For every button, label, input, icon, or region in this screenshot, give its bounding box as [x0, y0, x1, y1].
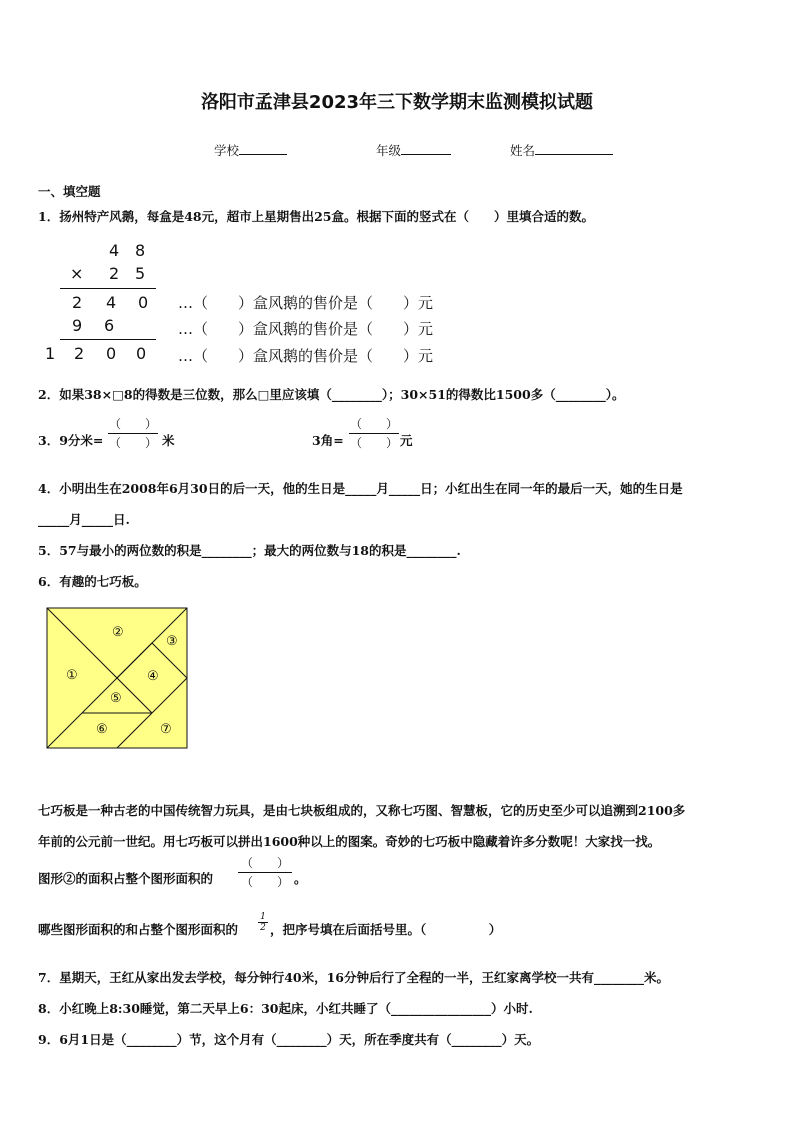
fraction-numerator: （ ） — [349, 417, 398, 431]
question-8: 8．小红晚上8:30睡觉，第二天早上6：30起床，小红共睡了（________________）小时. — [38, 1001, 533, 1016]
question-5: 5．57与最小的两位数的积是________；最大的两位数与18的积是________. — [38, 543, 461, 558]
fraction-blank[interactable] — [108, 417, 158, 450]
calc-note: …（ ）盒风鹅的售价是（ ）元 — [178, 320, 434, 338]
fraction-numerator: （ ） — [240, 856, 289, 870]
fraction-denominator: （ ） — [240, 875, 289, 889]
calc-digit: 2 — [74, 344, 85, 363]
school-blank[interactable] — [239, 141, 287, 155]
tangram-label-6: ⑥ — [96, 722, 108, 737]
fraction-bar — [238, 872, 292, 873]
name-blank[interactable] — [535, 141, 613, 155]
calc-digit: 0 — [106, 344, 117, 363]
question-3-left: 3．9分米= — [38, 433, 104, 448]
calc-digit: 2 — [109, 264, 120, 283]
grade-field — [376, 141, 451, 159]
intro-paragraph-line1: 七巧板是一种古老的中国传统智力玩具，是由七块板组成的，又称七巧图、智慧板，它的历史至少可以追溯到2100多 — [38, 803, 686, 818]
calc-digit: 1 — [45, 344, 56, 363]
calc-digit: 8 — [135, 241, 146, 260]
fraction-bar — [349, 433, 399, 434]
fraction-denominator: （ ） — [108, 436, 157, 450]
page-title: 洛阳市孟津县2023年三下数学期末监测模拟试题 — [200, 92, 594, 113]
grade-label: 年级 — [376, 143, 402, 158]
fraction-blank[interactable] — [349, 417, 399, 450]
fraction-denominator: 2 — [260, 923, 266, 933]
name-field — [510, 141, 613, 159]
question-1: 1．扬州特产风鹅，每盒是48元，超市上星期售出25盒。根据下面的竖式在（ ）里填合适的数。 — [38, 209, 594, 224]
name-label: 姓名 — [510, 143, 536, 158]
tangram-label-1: ① — [66, 668, 78, 683]
figure-2-suffix: 。 — [294, 871, 307, 886]
question-6: 6．有趣的七巧板。 — [38, 574, 147, 589]
calc-digit: 9 — [72, 316, 83, 335]
fraction-denominator: （ ） — [349, 436, 398, 450]
intro-paragraph-line2: 年前的公元前一世纪。用七巧板可以拼出1600种以上的图案。奇妙的七巧板中隐藏着许多分数呢！大家找一找。 — [38, 834, 661, 849]
section-heading: 一、填空题 — [38, 184, 101, 199]
tangram-label-3: ③ — [166, 634, 178, 649]
calc-line — [60, 339, 156, 340]
school-label: 学校 — [214, 143, 240, 158]
calc-note: …（ ）盒风鹅的售价是（ ）元 — [178, 347, 434, 365]
calc-digit: 4 — [106, 293, 117, 312]
question-7: 7．星期天，王红从家出发去学校，每分钟行40米，16分钟后行了全程的一半，王红家离学校一共有________米。 — [38, 970, 669, 985]
tangram-label-2: ② — [112, 625, 124, 640]
unit-yuan: 元 — [400, 433, 413, 448]
calc-note: …（ ）盒风鹅的售价是（ ）元 — [178, 294, 434, 312]
calc-digit: 2 — [72, 293, 83, 312]
calc-digit: 4 — [109, 241, 120, 260]
multiply-sign: × — [70, 264, 84, 283]
calc-digit: 6 — [104, 316, 115, 335]
tangram-label-4: ④ — [147, 669, 159, 684]
fraction-numerator: 1 — [260, 912, 266, 922]
unit-meter: 米 — [162, 433, 175, 448]
which-figures-question: 哪些图形面积的和占整个图形面积的 — [38, 922, 239, 937]
tangram-label-5: ⑤ — [110, 691, 122, 706]
school-field — [214, 141, 287, 159]
grade-blank[interactable] — [401, 141, 451, 155]
question-2: 2．如果38×□8的得数是三位数，那么□里应该填（________）；30×51的得数比1500多（________）。 — [38, 387, 625, 402]
figure-2-question: 图形②的面积占整个图形面积的 — [38, 871, 214, 886]
question-4-cont: _____月_____日. — [38, 512, 130, 527]
calc-digit: 5 — [135, 264, 146, 283]
calc-digit: 0 — [138, 293, 149, 312]
question-3-right: 3角= — [312, 433, 344, 448]
which-figures-suffix: ，把序号填在后面括号里。（ ） — [270, 922, 502, 937]
calc-line — [60, 288, 156, 289]
tangram-label-7: ⑦ — [160, 722, 172, 737]
fraction-blank[interactable] — [238, 856, 292, 889]
question-9: 9．6月1日是（________）节，这个月有（________）天，所在季度共有（________）天。 — [38, 1032, 540, 1047]
question-4: 4．小明出生在2008年6月30日的后一天，他的生日是_____月_____日；小红出生在同一年的最后一天，她的生日是 — [38, 481, 683, 496]
fraction-bar — [108, 433, 158, 434]
fraction-numerator: （ ） — [108, 417, 157, 431]
fraction-one-half — [258, 912, 268, 933]
calc-digit: 0 — [136, 344, 147, 363]
